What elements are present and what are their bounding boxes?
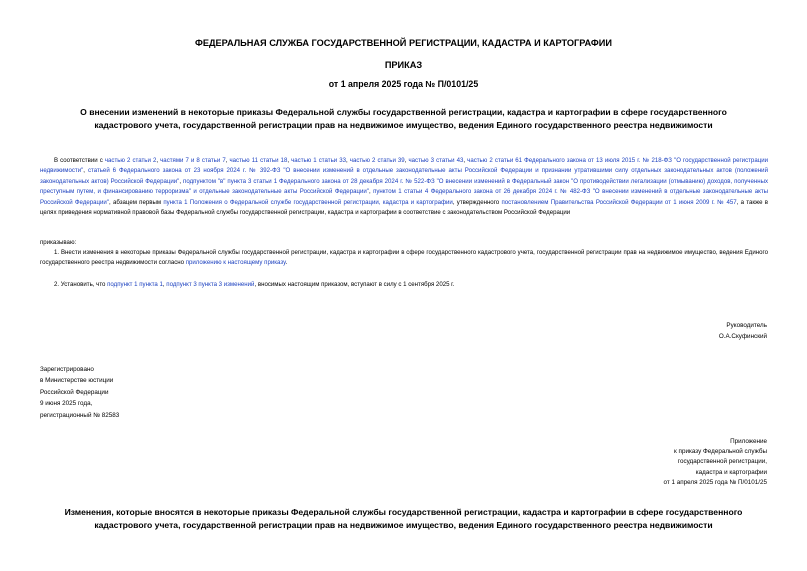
preamble-text: ,	[463, 157, 468, 164]
appendix-line: к приказу Федеральной службы	[674, 448, 767, 456]
preamble-text: ,	[287, 157, 292, 164]
preamble-link[interactable]: частью 2 статьи 2	[104, 157, 157, 164]
appendix-title: Изменения, которые вносятся в некоторые приказы Федеральной службы государственной регистрации, кадастра и картографии в сфере государственного кадастрового учета, государственной регистрации прав на недвижимое имущество, ведения Единого государственного реестра недвижимости	[64, 507, 743, 530]
doc-type-heading: ПРИКАЗ	[384, 60, 423, 70]
preamble-link[interactable]: статьей 6 Федерального закона от 23 ноября 2024 г. № 392-ФЗ "О внесении изменений в отдельные законодательные акты Российской Федерации и признании утратившими силу отдельных законодательных актов (положений законодательных актов) Российской Федерации"	[40, 167, 768, 185]
preamble-text: В соответствии с	[54, 157, 105, 164]
document-title: О внесении изменений в некоторые приказы Федеральной службы государственной регистрации, кадастра и картографии в сфере государственного кадастрового учета, государственной регистрации прав на недвижимое имущество, ведения Единого государственного реестра недвижимости	[80, 107, 727, 130]
preamble-link[interactable]: постановлением Правительства Российской Федерации от 1 июня 2009 г. № 457	[501, 198, 737, 206]
preamble-link[interactable]: подпунктом "в" пункта 3 статьи 1 Федерального закона от 28 декабря 2024 г. № 522-ФЗ "О внесении изменений в Федеральный закон "О противодействии легализации (отмыванию) доходов, полученных преступным путем, и финансированию терроризма" и отдельные законодательные акты Российской Федерации"	[40, 177, 769, 196]
registration-line: Зарегистрировано	[40, 366, 94, 373]
appendix-line: Приложение	[730, 438, 767, 445]
preamble-text: ,	[156, 157, 161, 164]
order-word: приказываю:	[40, 239, 77, 246]
preamble-text: ,	[368, 188, 374, 196]
preamble-link[interactable]: частью 11 статьи 18	[229, 157, 288, 164]
item1-text: 1. Внести изменения в некоторые приказы Федеральной службы государственной регистрации, кадастра и картографии в сфере государственного кадастрового учета, государственной регистрации прав на недвижимое имущество, ведения Единого государственного реестра недвижимости согласно	[40, 249, 768, 267]
preamble-link[interactable]: частью 2 статьи 39	[349, 157, 405, 164]
signature-position: Руководитель	[726, 322, 767, 329]
preamble-text: ,	[404, 157, 409, 164]
agency-heading: ФЕДЕРАЛЬНАЯ СЛУЖБА ГОСУДАРСТВЕННОЙ РЕГИСТРАЦИИ, КАДАСТРА И КАРТОГРАФИИ	[195, 38, 612, 48]
preamble-link[interactable]: частью 2 статьи 61 Федерального закона от 13 июля 2015 г. № 218-ФЗ "О государственной регистрации недвижимости"	[40, 157, 769, 175]
preamble-link[interactable]: частью 1 статьи 33	[291, 157, 347, 164]
preamble-link[interactable]: частью 3 статьи 43	[408, 157, 464, 164]
item2-text: ,	[162, 281, 167, 288]
registration-line: Российской Федерации	[40, 388, 109, 396]
preamble-text: ,	[83, 167, 88, 175]
appendix-block	[663, 437, 767, 488]
item2-text: , вносимых настоящим приказом, вступают в силу с 1 сентября 2025 г.	[254, 281, 455, 288]
registration-line: в Министерстве юстиции	[40, 377, 114, 385]
preamble-link[interactable]: пункта 1 Положения о Федеральной службе государственной регистрации, кадастра и картографии	[163, 198, 453, 206]
item2-link[interactable]: подпункт 1 пункта 1	[107, 281, 163, 288]
item1-link[interactable]: приложению к настоящему приказу	[185, 259, 286, 267]
item1-text: .	[285, 259, 288, 267]
registration-block	[40, 364, 119, 421]
registration-line: 9 июня 2025 года,	[40, 400, 93, 408]
preamble-text: ,	[346, 157, 350, 164]
preamble-text: , абзацем первым	[109, 198, 164, 206]
signature-block	[719, 321, 767, 342]
appendix-line: кадастра и картографии	[695, 468, 767, 476]
item2-link[interactable]: подпункт 3 пункта 3 изменений	[166, 281, 255, 288]
signature-name: О.А.Скуфинский	[718, 332, 767, 340]
item2-text: 2. Установить, что	[54, 281, 108, 288]
registration-line: регистрационный № 82583	[40, 411, 120, 419]
preamble-text: ,	[225, 157, 230, 164]
preamble-text: ,	[179, 177, 184, 185]
appendix-line: государственной регистрации,	[677, 458, 767, 466]
appendix-line: от 1 апреля 2025 года № П/0101/25	[663, 478, 767, 486]
preamble-paragraph	[40, 156, 768, 218]
item-2-paragraph	[40, 280, 768, 290]
preamble-text: , утвержденного	[452, 198, 502, 206]
item-1-paragraph	[40, 248, 768, 269]
doc-date-heading: от 1 апреля 2025 года № П/0101/25	[328, 79, 479, 89]
preamble-link[interactable]: пунктом 1 статьи 4 Федерального закона от 26 декабря 2024 г. № 482-ФЗ "О внесении изменений в отдельные законодательные акты Российской Федерации"	[40, 188, 769, 206]
preamble-link[interactable]: частями 7 и 8 статьи 7	[160, 157, 226, 164]
preamble-text: , а также в целях приведения нормативной правовой базы Федеральной службы государственной регистрации, кадастра и картографии в соответствие с законодательством Российской Федерации	[40, 198, 768, 217]
